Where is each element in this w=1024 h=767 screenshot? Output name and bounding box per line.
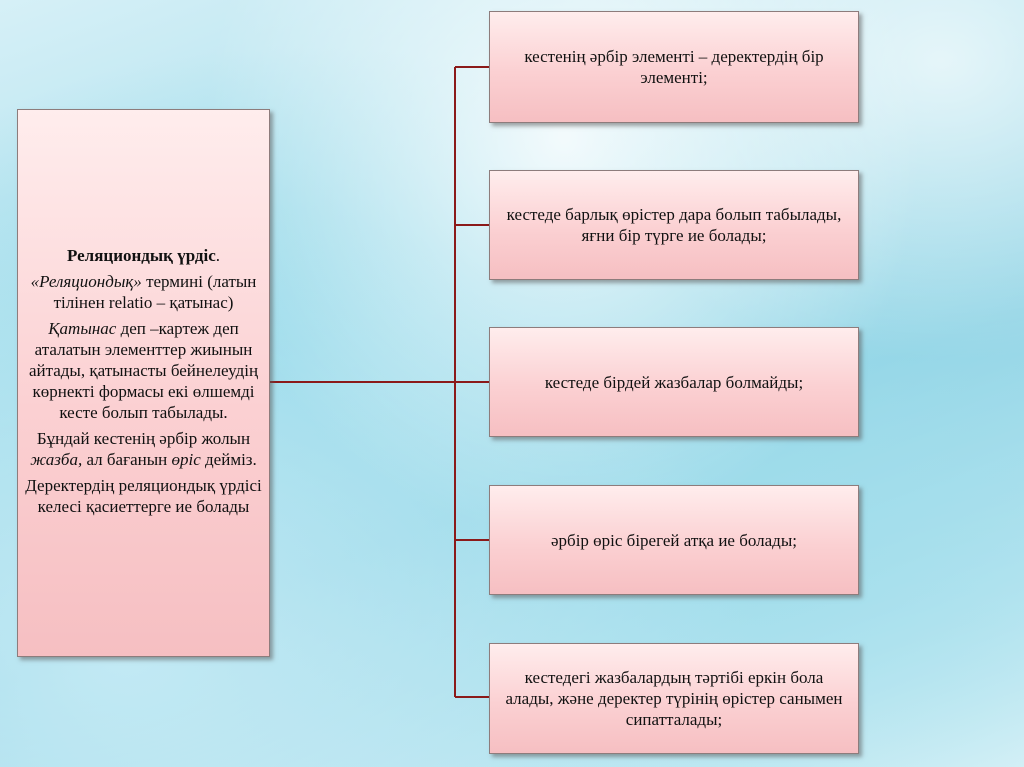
- property-box-1: [489, 11, 859, 123]
- property-box-3: [489, 327, 859, 437]
- main-paragraph-record-field: Бұндай кестенің әрбір жолын жазба, ал бағанын өріс дейміз.: [30, 428, 257, 469]
- main-definition-box: [17, 109, 270, 657]
- main-paragraph-term: «Реляциондық» термині (латын тілінен relatio – қатынас): [30, 271, 257, 312]
- property-text-1: кестенің әрбір элементі – деректердің бір элементі;: [524, 47, 824, 87]
- main-paragraph-relation: Қатынас деп –картеж деп аталатын элементтер жиынын айтады, қатынасты бейнелеудің көрнекті формасы екі өлшемді кесте болып табылады.: [28, 318, 259, 422]
- property-box-2: [489, 170, 859, 280]
- property-text-3: кестеде бірдей жазбалар болмайды;: [544, 372, 804, 392]
- property-box-4: [489, 485, 859, 595]
- property-text-4: әрбір өріс бірегей атқа ие болады;: [551, 530, 797, 550]
- main-title: Реляциондық үрдіс.: [66, 245, 221, 265]
- property-box-5: [489, 643, 859, 754]
- property-text-5: кестедегі жазбалардың тәртібі еркін бола алады, және деректер түрінің өрістер санымен сипатталады;: [505, 668, 843, 729]
- main-paragraph-properties-intro: Деректердің реляциондық үрдісі келесі қасиеттерге ие болады: [25, 475, 262, 516]
- property-text-2: кестеде барлық өрістер дара болып табылады, яғни бір түрге ие болады;: [506, 205, 842, 245]
